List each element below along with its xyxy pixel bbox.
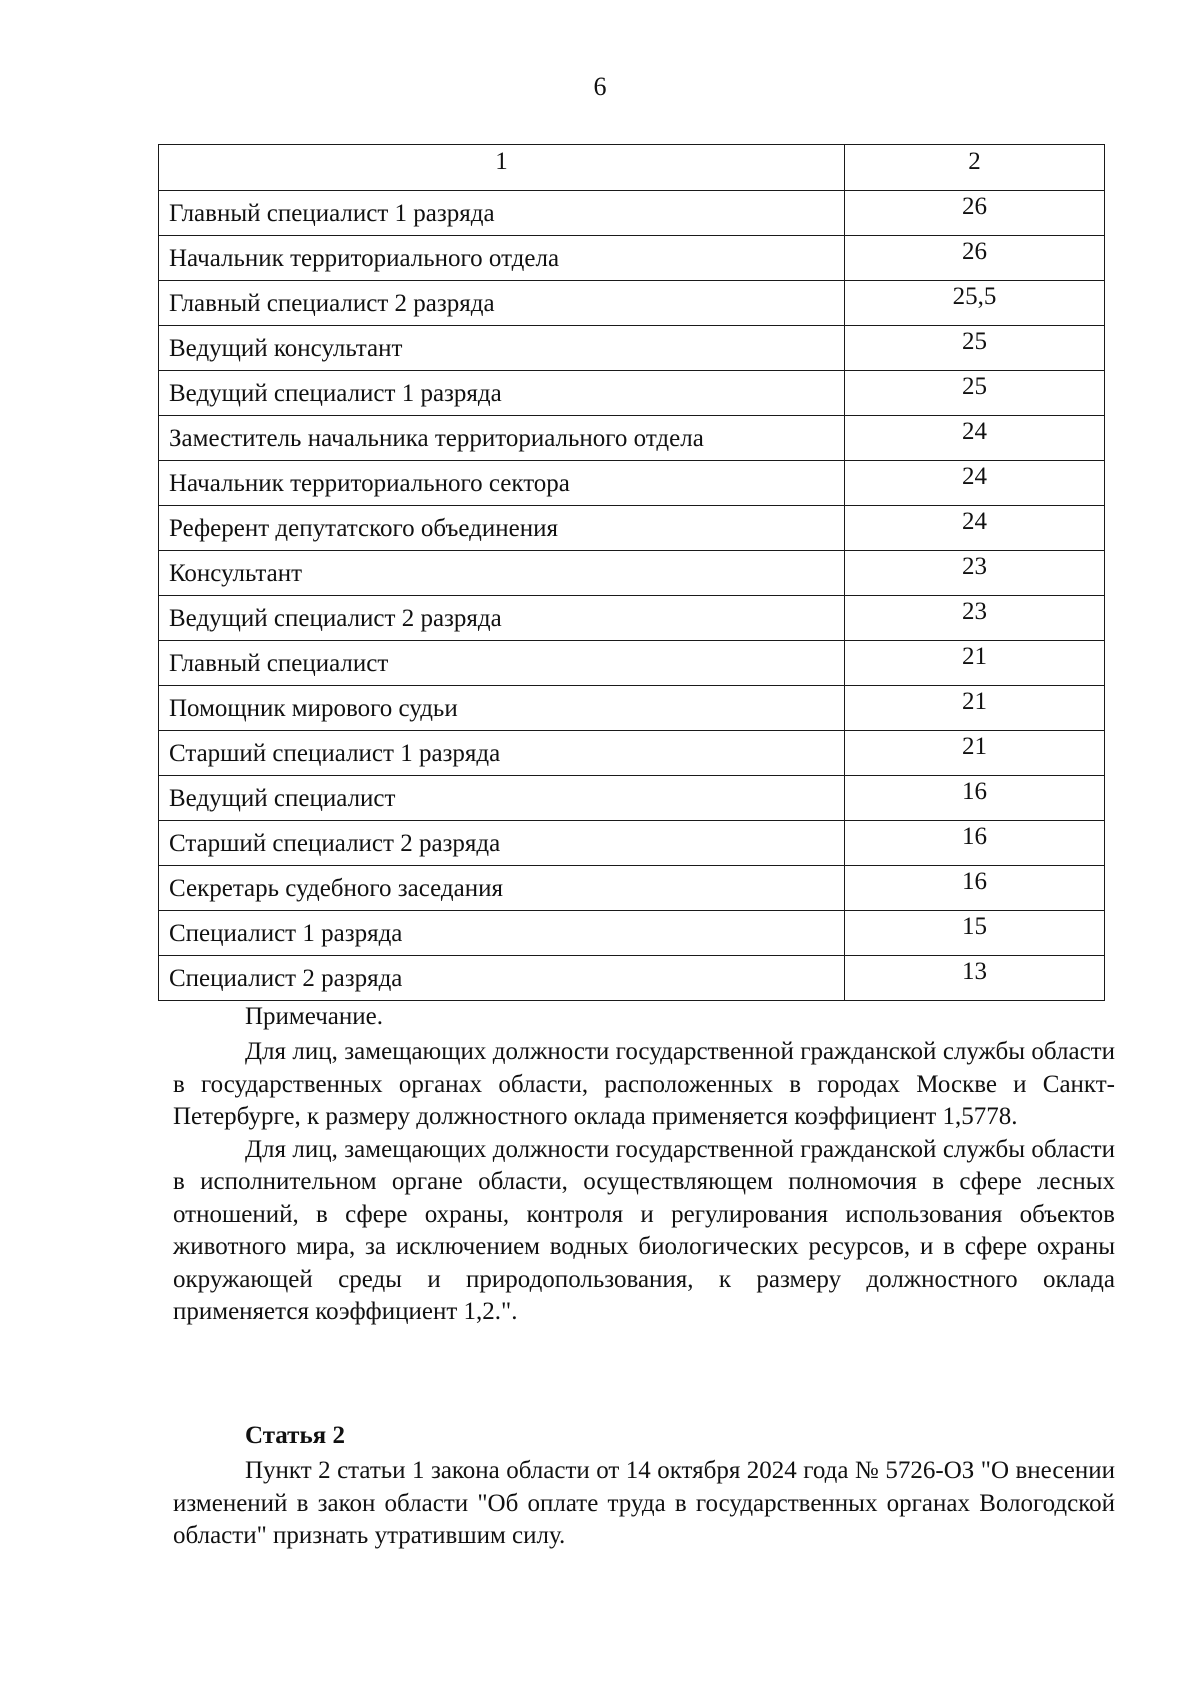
position-name: Секретарь судебного заседания [159,866,845,911]
position-value: 23 [845,596,1105,641]
table-header-col-2: 2 [845,145,1105,191]
position-value: 24 [845,461,1105,506]
position-name: Старший специалист 1 разряда [159,731,845,776]
position-name: Ведущий специалист 2 разряда [159,596,845,641]
table-header-row [159,145,1105,191]
salary-table-body [159,145,1105,1001]
position-name: Главный специалист 1 разряда [159,191,845,236]
position-value: 25,5 [845,281,1105,326]
position-value: 26 [845,191,1105,236]
table-row [159,686,1105,731]
note-paragraph-1: Для лиц, замещающих должности государственной гражданской службы области в государственных органах области, расположенных в городах Москве и Санкт-Петербурге, к размеру должностного оклада применяется коэффициент 1,5778. [173,1038,1115,1130]
note-paragraph-2: Для лиц, замещающих должности государственной гражданской службы области в исполнительном органе области, осуществляющем полномочия в сфере лесных отношений, в сфере охраны, контроля и регулирования использования объектов животного мира, за исключением водных биологических ресурсов, и в сфере охраны окружающей среды и природопользования, к размеру должностного оклада применяется коэффициент 1,2.". [173,1135,1115,1325]
position-name: Главный специалист 2 разряда [159,281,845,326]
position-name: Помощник мирового судьи [159,686,845,731]
position-value: 24 [845,416,1105,461]
table-row [159,821,1105,866]
salary-table [158,144,1105,1001]
position-name: Ведущий специалист [159,776,845,821]
position-value: 16 [845,821,1105,866]
table-row [159,326,1105,371]
position-name: Начальник территориального сектора [159,461,845,506]
table-row [159,956,1105,1001]
table-row [159,596,1105,641]
note-body [173,1036,1115,1329]
article-body [173,1455,1115,1553]
table-row [159,641,1105,686]
position-value: 24 [845,506,1105,551]
table-row [159,776,1105,821]
position-value: 16 [845,776,1105,821]
table-row [159,191,1105,236]
table-row [159,371,1105,416]
position-name: Ведущий консультант [159,326,845,371]
table-row [159,506,1105,551]
position-name: Ведущий специалист 1 разряда [159,371,845,416]
position-value: 25 [845,326,1105,371]
table-header-col-1: 1 [159,145,845,191]
table-row [159,236,1105,281]
table-row [159,416,1105,461]
position-name: Специалист 1 разряда [159,911,845,956]
position-value: 21 [845,641,1105,686]
position-value: 16 [845,866,1105,911]
position-value: 13 [845,956,1105,1001]
article-title: Статья 2 [245,1422,345,1449]
table-row [159,866,1105,911]
position-value: 21 [845,686,1105,731]
table-row [159,461,1105,506]
position-value: 26 [845,236,1105,281]
position-name: Заместитель начальника территориального отдела [159,416,845,461]
position-name: Начальник территориального отдела [159,236,845,281]
article-paragraph: Пункт 2 статьи 1 закона области от 14 октября 2024 года № 5726-ОЗ "О внесении изменений в закон области "Об оплате труда в государственных органах Вологодской области" признать утратившим силу. [173,1457,1115,1549]
position-name: Консультант [159,551,845,596]
table-row [159,551,1105,596]
page-number: 6 [593,72,607,101]
position-value: 15 [845,911,1105,956]
position-name: Специалист 2 разряда [159,956,845,1001]
position-name: Главный специалист [159,641,845,686]
table-row [159,731,1105,776]
position-name: Старший специалист 2 разряда [159,821,845,866]
position-name: Референт депутатского объединения [159,506,845,551]
table-row [159,911,1105,956]
note-title: Примечание. [245,1003,384,1030]
position-value: 21 [845,731,1105,776]
position-value: 25 [845,371,1105,416]
table-row [159,281,1105,326]
position-value: 23 [845,551,1105,596]
